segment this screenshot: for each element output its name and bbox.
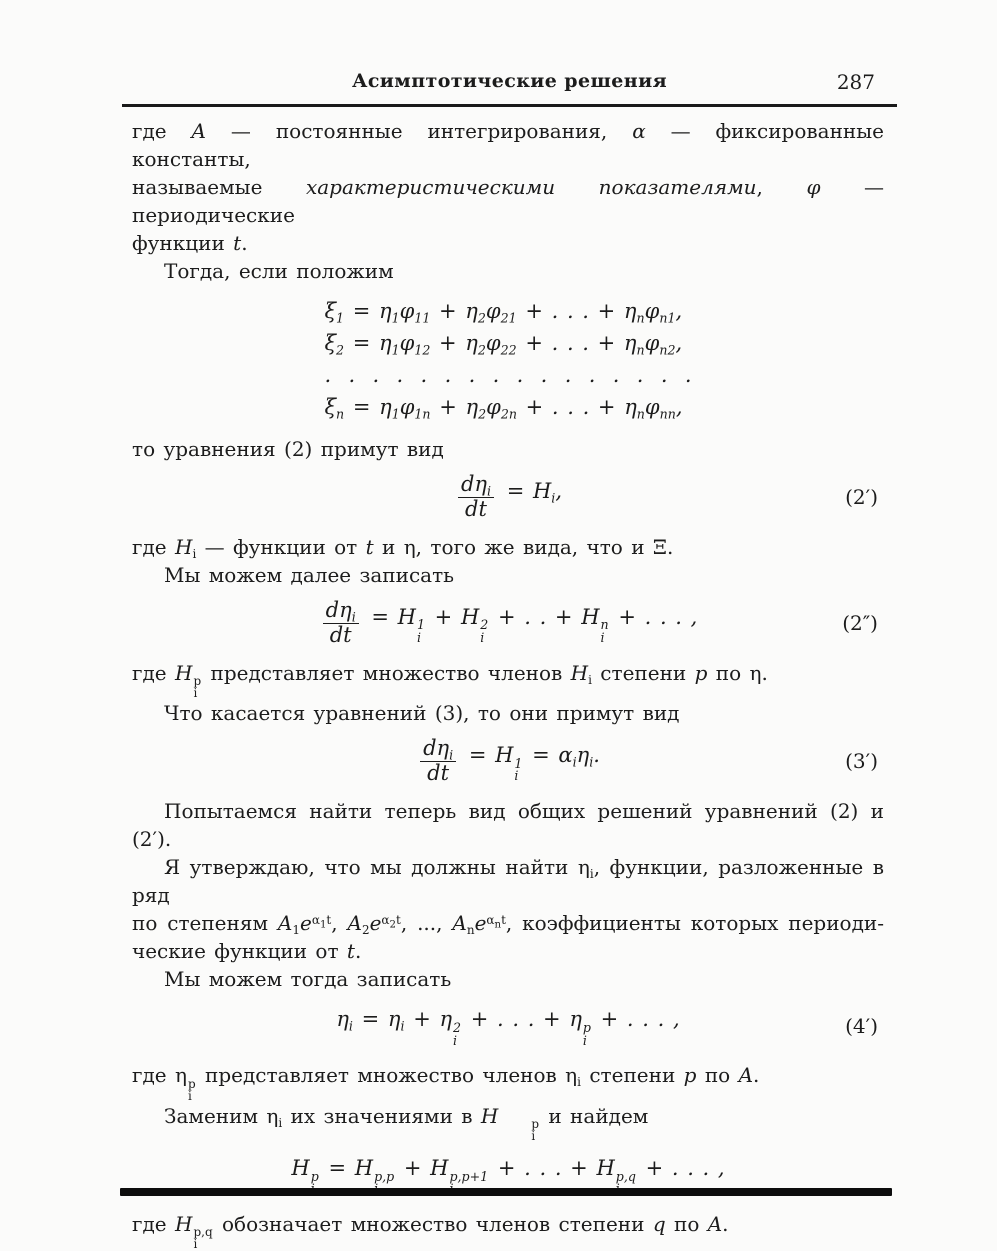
text-line: где H p,q i обозначает множество членов степени q по A.: [132, 1211, 729, 1251]
text-line: ческие функции от t.: [132, 939, 362, 964]
paragraph: [132, 257, 884, 285]
text-line: Что касается уравнений (3), то они примут вид: [164, 701, 680, 726]
equation-line: . . . . . . . . . . . . . . . .: [324, 363, 692, 387]
equation-math: $\frac{d\eta_i}{dt}$ = H 1 i + H 2 i + . . + H n i + . . . ,: [319, 605, 698, 629]
text-line: Я утверждаю, что мы должны найти $\eta_i$, функции, разложенные в ряд: [132, 855, 885, 908]
equation-tag: (3′): [845, 749, 878, 774]
equation: [132, 737, 884, 785]
text-line: Заменим $\eta_i$ их значениями в H p i и найдем: [164, 1103, 649, 1144]
scan-bottom-bar: [120, 1188, 892, 1196]
equation-tag: (2′): [845, 485, 878, 510]
paragraph: [132, 533, 884, 561]
running-header: [0, 70, 997, 96]
text-line: Мы можем далее записать: [164, 563, 455, 588]
paragraph: [132, 435, 884, 463]
text-line: функции t.: [132, 231, 248, 255]
text-line: называемые характеристическими показателями, φ — периодические: [132, 175, 884, 227]
equation-tag: (4′): [845, 1014, 878, 1039]
text-line: Мы можем тогда записать: [164, 967, 452, 992]
text-line: то уравнения (2) примут вид: [132, 437, 444, 461]
paragraph: [132, 117, 884, 257]
content-column: [132, 117, 884, 1250]
paragraph: [132, 659, 884, 699]
equation: [132, 599, 884, 647]
paragraph: [132, 1102, 884, 1142]
equation-math: $\eta_i = \eta_i + \eta$ 2 i + . . . + η p i + . . . ,: [336, 1007, 680, 1048]
text-line: где η p i представляет множество членов $\eta_i$ степени p по A.: [132, 1063, 760, 1103]
equation-math: $\frac{d\eta_i}{dt}$ = $H_i$,: [454, 479, 562, 503]
equation-math: $\frac{d\eta_i}{dt}$ = H 1 i = $\alpha_i\eta_i$.: [416, 743, 600, 767]
equation-system: [324, 295, 691, 423]
text-line: где H p i представляет множество членов $H_i$ степени p по η.: [132, 661, 768, 701]
running-header-title: Асимптотические решения: [351, 70, 668, 92]
equation-line: $\xi_n = \eta_1\varphi_{1n} + \eta_2\varphi_{2n}$ + . . . + $\eta_n\varphi_{nn}$,: [324, 395, 683, 422]
text-line: по степеням $A_1e^{\alpha_1t}$, $A_2e^{\alpha_2t}$, ..., $A_ne^{\alpha_nt}$, коэффициенты которых периоди-: [132, 911, 884, 938]
equation-line: $\xi_1 = \eta_1\varphi_{11} + \eta_2\varphi_{21}$ + . . . + $\eta_n\varphi_{n1}$,: [324, 299, 683, 326]
header-rule: [122, 104, 897, 107]
paragraph: [132, 561, 884, 589]
paragraph: [132, 1061, 884, 1101]
paragraph: [132, 965, 884, 993]
equation-line: $\xi_2 = \eta_1\varphi_{12} + \eta_2\varphi_{22}$ + . . . + $\eta_n\varphi_{n2}$,: [324, 331, 683, 358]
paragraph: [132, 699, 884, 727]
page-number: 287: [836, 70, 875, 94]
text-line: Тогда, если положим: [164, 259, 394, 283]
text-line: где $H_i$ — функции от t и η, того же вида, что и Ξ.: [132, 535, 674, 562]
equation: [132, 473, 884, 521]
text-line: где A — постоянные интегрирования, α — фиксированные константы,: [132, 119, 884, 171]
paragraph: [132, 1210, 884, 1250]
equation-tag: (2″): [842, 611, 878, 636]
paragraph: [132, 797, 884, 965]
equation: [132, 1005, 884, 1047]
text-line: Попытаемся найти теперь вид общих решений уравнений (2) и (2′).: [132, 799, 884, 852]
equation-math: H p = H p,p + H p,p+1 + . . . + H p,q + . . . ,: [291, 1156, 725, 1184]
